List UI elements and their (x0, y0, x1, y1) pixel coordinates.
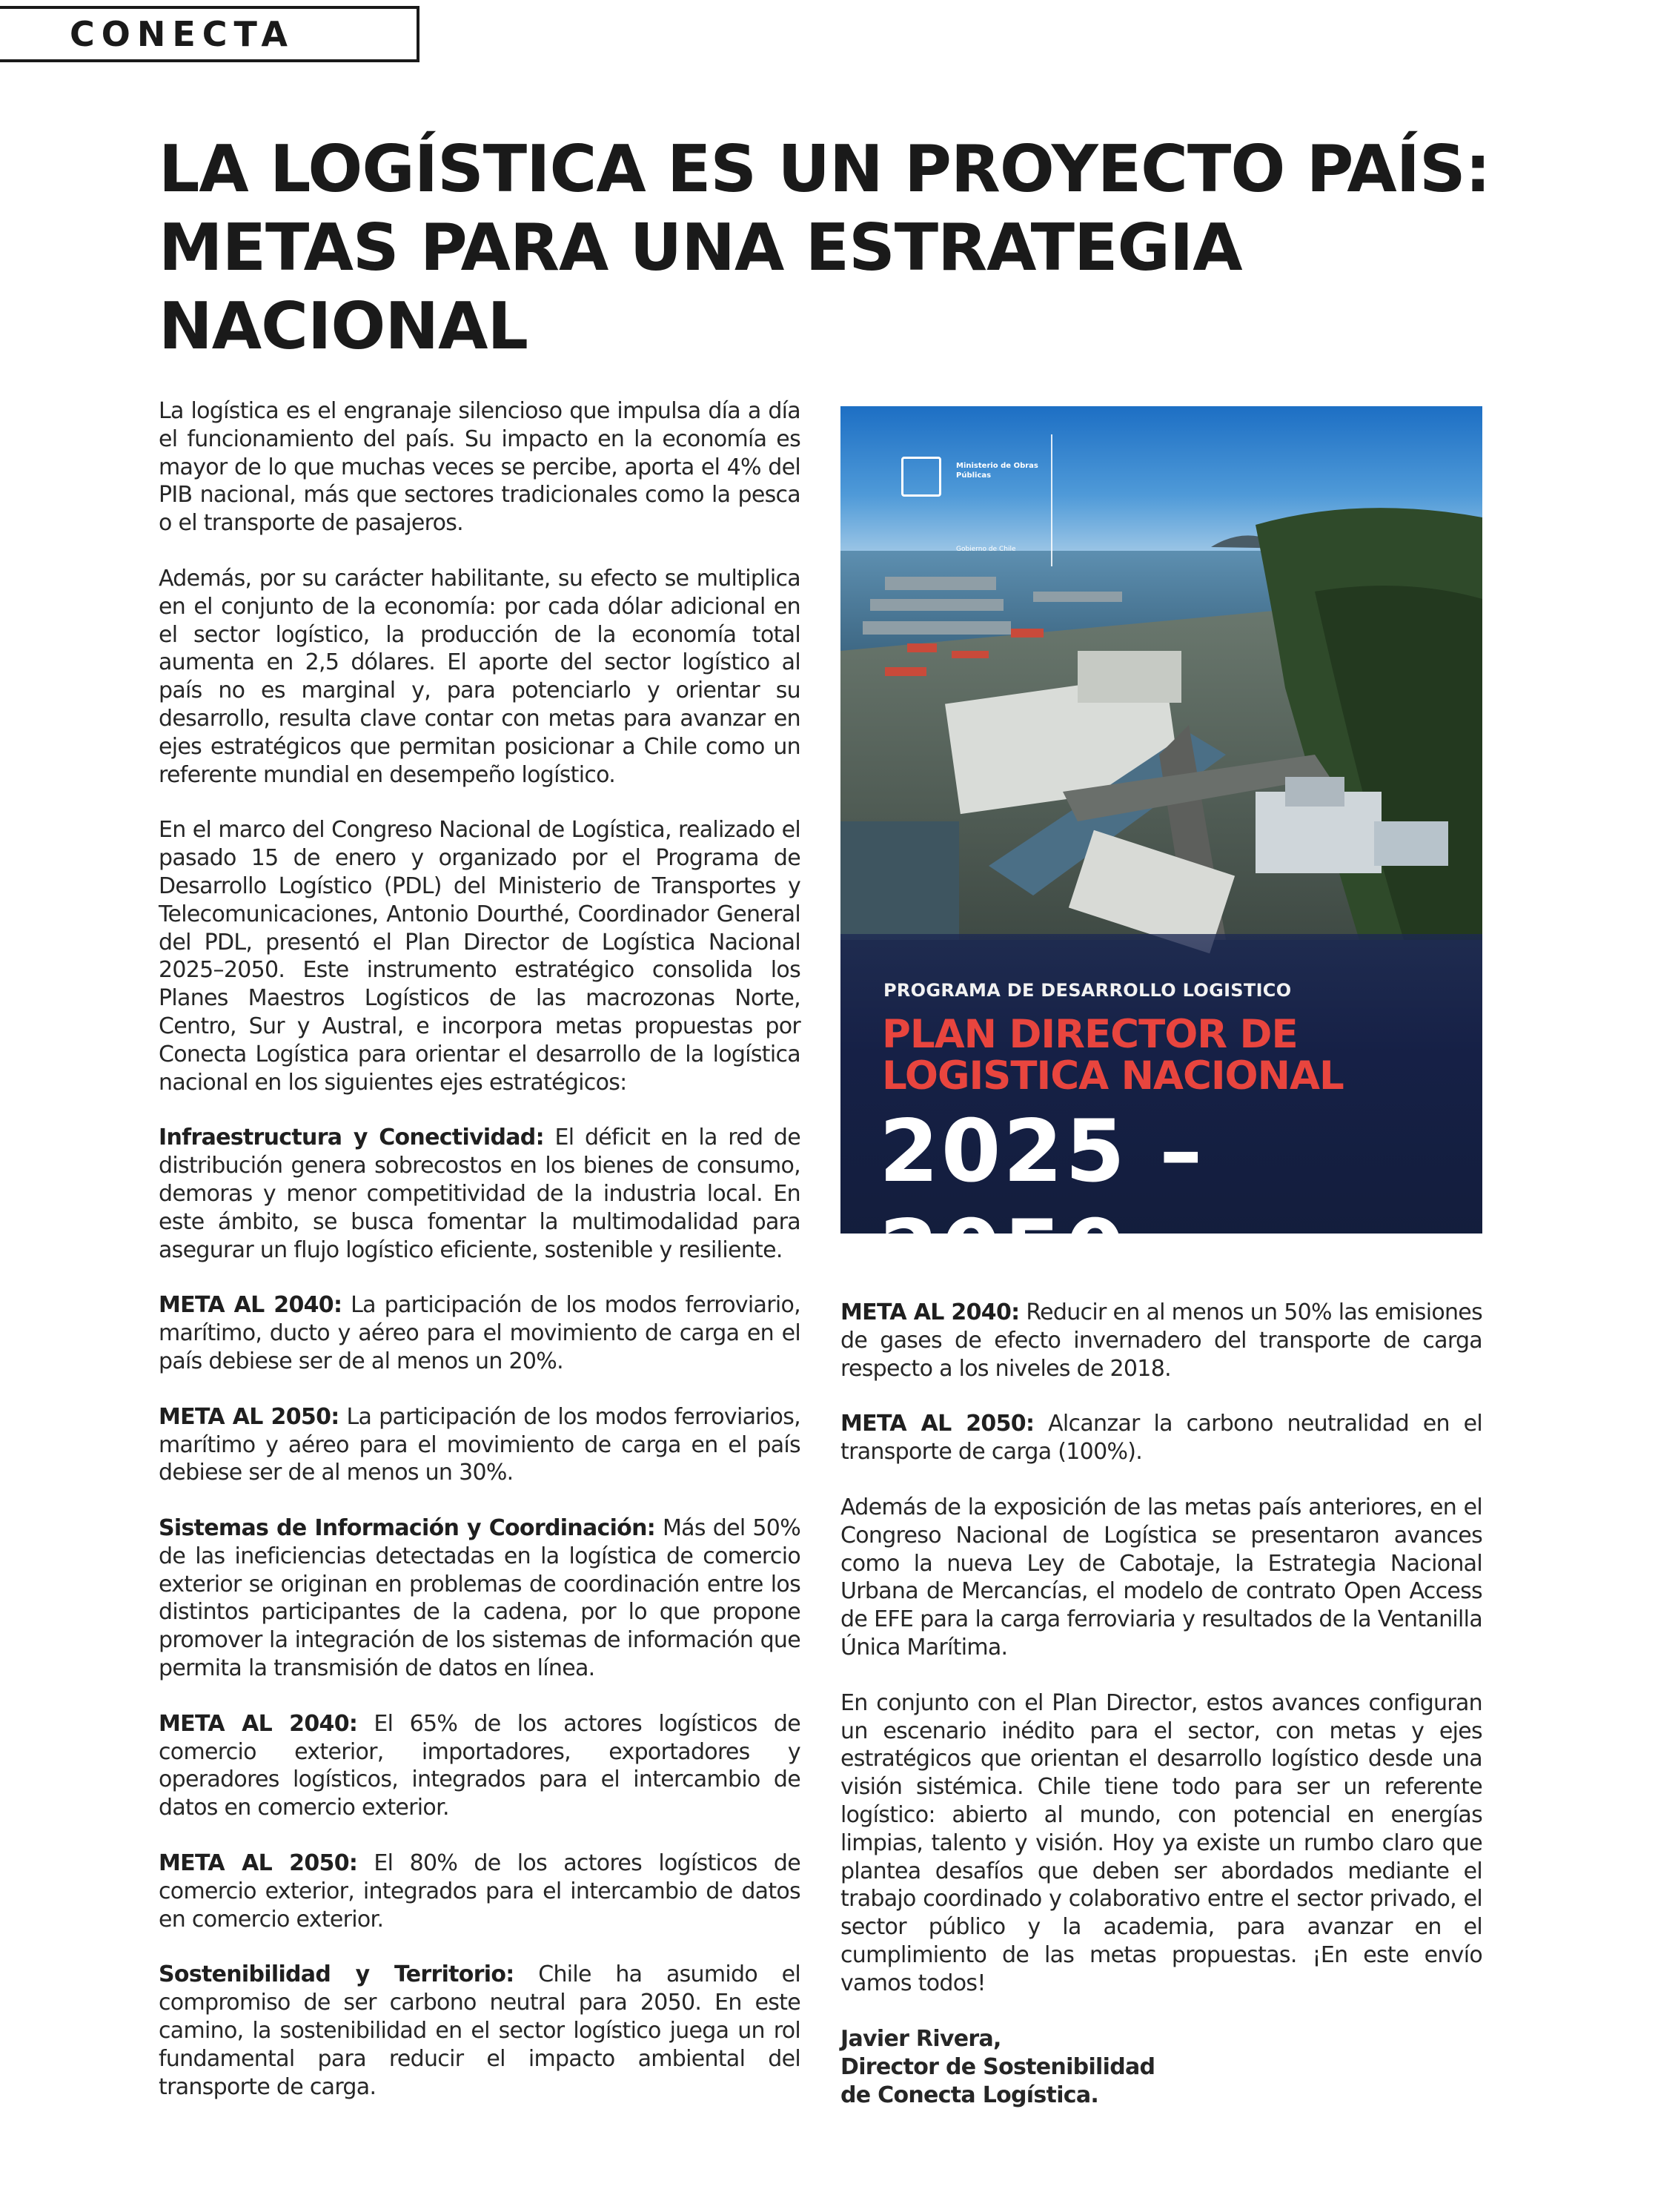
plan-years: 2025 – 2050 (879, 1102, 1205, 1302)
author-organization: de Conecta Logística. (840, 2082, 1099, 2108)
plan-title-line2: LOGISTICA NACIONAL (882, 1053, 1344, 1099)
goal-text: Alcanzar la carbono neutralidad en el transporte de carga (100%). (840, 1411, 1482, 1466)
goal-label: META AL 2050: (159, 1850, 358, 1877)
paragraph-intro: La logística es el engranaje silencioso que impulsa día a día el funcionamiento del país. Su impacto en la economía es mayor de lo que muchas veces se percibe, aporta el 4% del PIB nacional, más que sectores tradicionales como la pesca o el transporte de pasajeros. (159, 398, 800, 537)
crest-icon (901, 457, 941, 497)
axis-label: Sostenibilidad y Territorio: (159, 1961, 514, 1988)
axis-text: Chile ha asumido el compromiso de ser carbono neutral para 2050. En este camino, la sostenibilidad en el sector logístico juega un rol fundamental para reducir el impacto ambiental del transporte de carga. (159, 1961, 801, 2100)
goal-2050-data (159, 1850, 800, 1933)
goal-text: El 65% de los actores logísticos de comercio exterior, importadores, exportadores y operadores logísticos, integrados para el intercambio de datos en comercio exterior. (159, 1710, 800, 1821)
goal-2040-data (159, 1710, 800, 1822)
goal-2050-multimodal (159, 1403, 800, 1487)
axis-infrastructure (159, 1124, 800, 1264)
ministry-logo (885, 434, 1052, 566)
plan-title-line1: PLAN DIRECTOR DE (882, 1012, 1298, 1057)
section-label: CONECTA (70, 14, 294, 54)
paragraph-advances: Además de la exposición de las metas país anteriores, en el Congreso Nacional de Logística se presentaron avances como la nueva Ley de Cabotaje, la Estrategia Nacional Urbana de Mercancías, el modelo de contrato Open Access de EFE para la carga ferroviaria y resultados de la Ventanilla Única Marítima. (840, 1494, 1482, 1660)
goal-label: META AL 2050: (840, 1411, 1035, 1437)
goal-text: Reducir en al menos un 50% las emisiones de gases de efecto invernadero del transporte de carga respecto a los niveles de 2018. (840, 1299, 1482, 1382)
goal-text: La participación de los modos ferroviario, marítimo, ducto y aéreo para el movimiento de carga en el país debiese ser de al menos un 20%. (159, 1292, 800, 1374)
article-title: LA LOGÍSTICA ES UN PROYECTO PAÍS: METAS PARA UNA ESTRATEGIA NACIONAL (159, 131, 1490, 364)
axis-text: El déficit en la red de distribución genera sobrecostos en los bienes de consumo, demoras y menor competitividad de la industria local. En este ámbito, se busca fomentar la multimodalidad para asegurar un flujo logístico eficiente, sostenible y resiliente. (159, 1125, 801, 1263)
axis-sustainability (159, 1961, 800, 2101)
goal-text: La participación de los modos ferroviarios, marítimo y aéreo para el movimiento de carga en el país debiese ser de al menos un 30%. (159, 1403, 800, 1486)
paragraph-congress: En el marco del Congreso Nacional de Logística, realizado el pasado 15 de enero y organizado por el Programa de Desarrollo Logístico (PDL) del Ministerio de Transportes y Telecomunicaciones, Antonio Dourthé, Coordinador General del PDL, presentó el Plan Director de Logística Nacional 2025–2050. Este instrumento estratégico consolida los Planes Maestros Logísticos de las macrozonas Norte, Centro, Sur y Austral, e incorpora metas propuestas por Conecta Logística para orientar el desarrollo de la logística nacional en los siguientes ejes estratégicos: (159, 817, 800, 1096)
section-tag (0, 6, 419, 62)
goal-label: META AL 2050: (159, 1403, 339, 1430)
plan-title (882, 1014, 1445, 1097)
goal-2040-multimodal (159, 1291, 800, 1375)
goal-2040-emissions (840, 1299, 1482, 1382)
author-signature (840, 2025, 1482, 2110)
paragraph-conclusion: En conjunto con el Plan Director, estos avances configuran un escenario inédito para el sector, con metas y ejes estratégicos que orientan el desarrollo logístico desde una visión sistémica. Chile tiene todo para ser un referente logístico: abierto al mundo, con potencial en energías limpias, talento y visión. Hoy ya existe un rumbo claro que plantea desafíos que deben ser abordados mediante el trabajo coordinado y colaborativo entre el sector privado, el sector público y la academia, para avanzar en el cumplimiento de las metas propuestas. ¡En este envío vamos todos! (840, 1689, 1482, 1996)
author-role: Director de Sostenibilidad (840, 2053, 1155, 2080)
plan-cover-image (840, 406, 1482, 1302)
goal-label: META AL 2040: (159, 1710, 358, 1737)
axis-label: Sistemas de Información y Coordinación: (159, 1515, 656, 1542)
axis-text: Más del 50% de las ineficiencias detectadas en la logística de comercio exterior se originan en problemas de coordinación entre los distintos participantes de la cadena, por lo que propone promover la integración de los sistemas de información que permita la transmisión de datos en línea. (159, 1515, 801, 1682)
axis-label: Infraestructura y Conectividad: (159, 1125, 544, 1151)
right-column (840, 1299, 1482, 2110)
goal-2050-emissions (840, 1410, 1482, 1466)
program-name: PROGRAMA DE DESARROLLO LOGISTICO (883, 980, 1292, 1001)
ministry-name: Ministerio de Obras Públicas (956, 462, 1038, 480)
author-name: Javier Rivera, (840, 2025, 1001, 2052)
left-column (159, 397, 800, 2128)
goal-label: META AL 2040: (159, 1292, 342, 1319)
axis-information (159, 1514, 800, 1683)
goal-label: META AL 2040: (840, 1299, 1020, 1325)
goal-text: El 80% de los actores logísticos de comercio exterior, integrados para el intercambio de datos en comercio exterior. (159, 1850, 800, 1933)
government-name: Gobierno de Chile (956, 546, 1016, 553)
paragraph-multiplier: Además, por su carácter habilitante, su efecto se multiplica en el conjunto de la economía: por cada dólar adicional en el sector logístico, la producción de la economía total aumenta en 2,5 dólares. El aporte del sector logístico al país no es marginal y, para potenciarlo y orientar su desarrollo, resulta clave contar con metas para avanzar en ejes estratégicos que permitan posicionar a Chile como un referente mundial en desempeño logístico. (159, 565, 800, 788)
